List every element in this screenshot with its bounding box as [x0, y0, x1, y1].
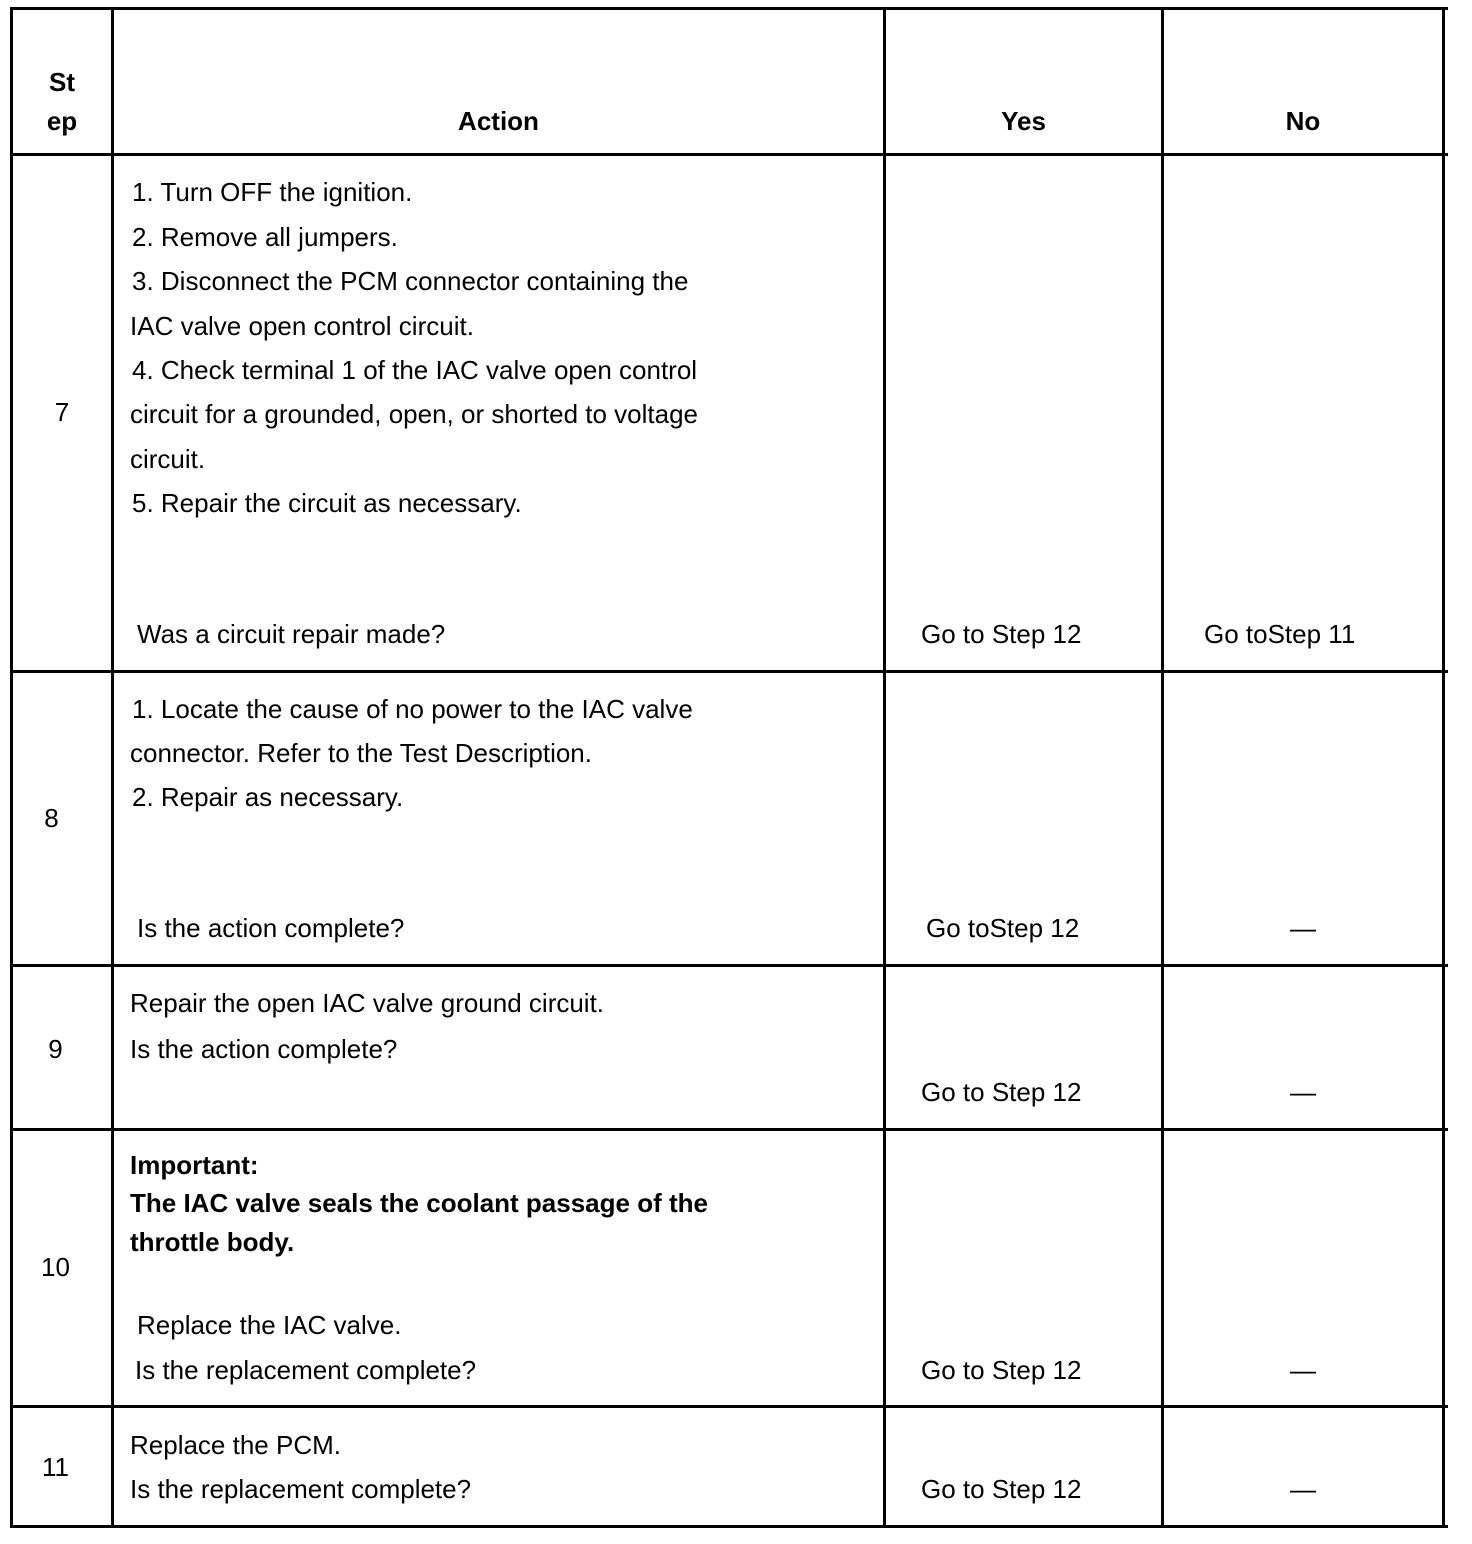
no-value: — [1290, 1474, 1316, 1504]
important-note: throttle body. [130, 1227, 295, 1257]
row-divider [10, 670, 1448, 673]
row-divider [10, 964, 1448, 967]
action-question: Is the replacement complete? [130, 1474, 472, 1504]
important-note: The IAC valve seals the coolant passage of the [130, 1188, 708, 1218]
action-line: Repair the open IAC valve ground circuit. [130, 988, 605, 1018]
important-label: Important: [130, 1150, 259, 1180]
yes-value: Go to Step 12 [921, 619, 1082, 649]
no-value: — [1290, 913, 1316, 943]
no-value: — [1290, 1077, 1316, 1107]
action-line: 4. Check terminal 1 of the IAC valve open control [132, 355, 698, 385]
row-divider [10, 1405, 1448, 1408]
header-yes: Yes [1001, 106, 1046, 136]
action-line: Replace the PCM. [130, 1430, 341, 1460]
no-value: — [1290, 1355, 1316, 1385]
action-question: Was a circuit repair made? [137, 619, 446, 649]
action-line: 2. Remove all jumpers. [132, 222, 398, 252]
row-divider [10, 1128, 1448, 1131]
action-line: circuit for a grounded, open, or shorted to voltage [130, 399, 699, 429]
action-line: 1. Turn OFF the ignition. [132, 177, 413, 207]
action-line: 5. Repair the circuit as necessary. [132, 488, 522, 518]
column-divider [883, 7, 886, 1528]
header-no: No [1285, 106, 1321, 136]
yes-value: Go to Step 12 [921, 1474, 1082, 1504]
table-border-bottom [10, 1525, 1448, 1528]
step-number: 9 [48, 1034, 63, 1064]
action-line: IAC valve open control circuit. [130, 311, 474, 341]
diagnostic-table [10, 7, 1444, 1525]
action-question: Is the replacement complete? [135, 1355, 477, 1385]
yes-value: Go to Step 12 [921, 1355, 1082, 1385]
yes-value: Go to Step 12 [921, 1077, 1082, 1107]
action-line: 3. Disconnect the PCM connector containing the [132, 266, 689, 296]
column-divider [111, 7, 114, 1528]
step-number: 7 [54, 397, 70, 427]
action-line: Is the action complete? [130, 1034, 398, 1064]
column-divider [1161, 7, 1164, 1528]
step-number: 10 [41, 1252, 70, 1282]
no-value: Go toStep 11 [1204, 619, 1356, 649]
header-divider [10, 153, 1448, 156]
action-line: Replace the IAC valve. [137, 1310, 402, 1340]
table-border-right [1442, 7, 1445, 1528]
action-line: 2. Repair as necessary. [132, 782, 404, 812]
table-border-top [10, 7, 1448, 10]
action-line: 1. Locate the cause of no power to the IAC valve [132, 694, 693, 724]
table-border-left [10, 7, 13, 1528]
step-number: 11 [42, 1452, 69, 1482]
header-action: Action [458, 106, 539, 136]
header-step-line2: ep [46, 106, 78, 136]
yes-value: Go toStep 12 [926, 913, 1080, 943]
step-number: 8 [44, 803, 59, 833]
action-question: Is the action complete? [137, 913, 405, 943]
action-line: connector. Refer to the Test Description. [130, 738, 592, 768]
header-step-line1: St [49, 67, 75, 97]
action-line: circuit. [130, 444, 206, 474]
